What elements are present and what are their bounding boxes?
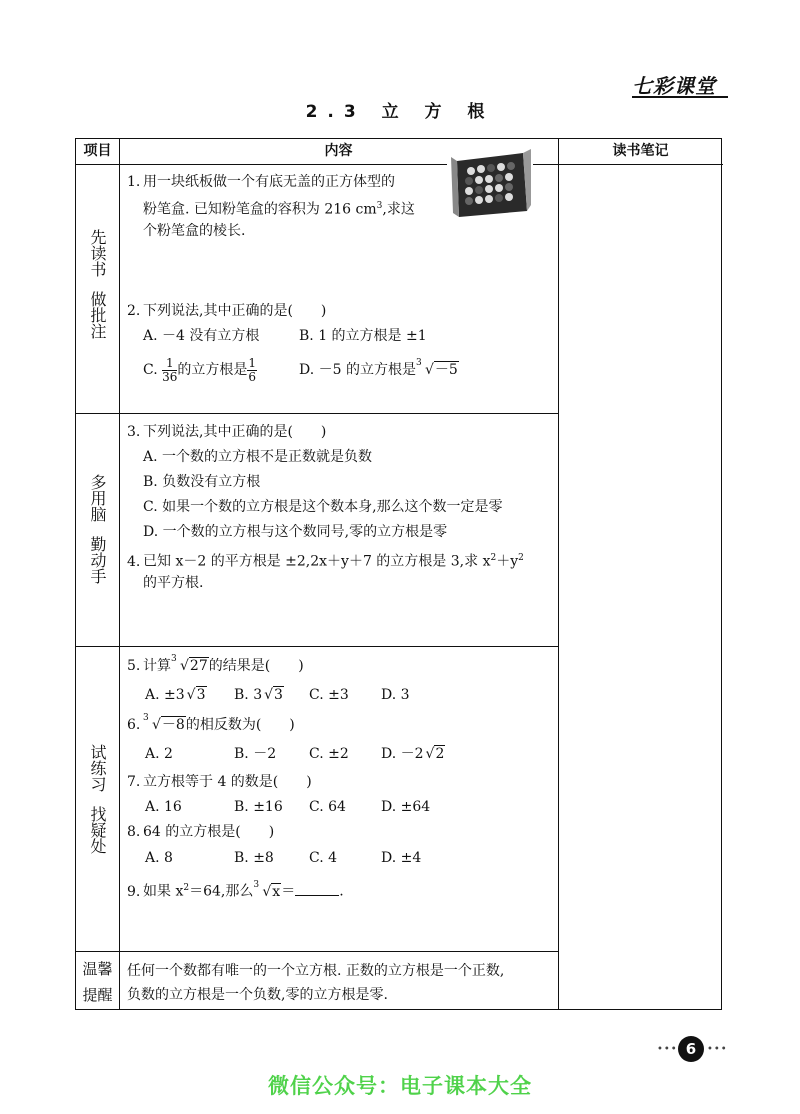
question-8-option-d: D. ±4 <box>381 850 422 866</box>
question-1-line3: 个粉笔盒的棱长. <box>143 223 246 239</box>
col-divider-1 <box>119 139 120 1009</box>
question-3-option-d: D. 一个数的立方根与这个数同号,零的立方根是零 <box>143 524 448 540</box>
question-1-line2: 粉笔盒. 已知粉笔盒的容积为 216 $cm^3$,求这 <box>143 201 415 218</box>
question-6-option-c: C. ±2 <box>309 746 349 762</box>
answer-blank[interactable] <box>295 884 339 896</box>
row-divider-2 <box>76 646 558 647</box>
dots-right-icon: ••• <box>707 1044 728 1055</box>
question-3-option-b: B. 负数没有立方根 <box>143 474 261 490</box>
brand-logo <box>632 70 728 100</box>
question-8-option-c: C. 4 <box>309 850 338 866</box>
question-6: 6. 3 √－8的相反数为( ) <box>127 713 295 733</box>
question-2-option-c: C. $\frac{1}{36}$ 的立方根是 $\frac{1}{6}$ <box>143 355 257 384</box>
section-label-4: 温馨 提醒 <box>82 960 113 1004</box>
question-2-option-a: A. －4 没有立方根 <box>143 328 260 344</box>
reminder-text: 任何一个数都有唯一的一个立方根. 正数的立方根是一个正数, 负数的立方根是一个负数,零的立方根是零. <box>127 963 505 1003</box>
question-3: 3. 下列说法,其中正确的是( ) <box>127 424 327 440</box>
question-7-option-d: D. ±64 <box>381 799 431 815</box>
question-6-option-a: A. 2 <box>145 746 173 762</box>
question-8-option-a: A. 8 <box>145 850 173 866</box>
row-divider-1 <box>76 413 558 414</box>
question-5-option-d: D. 3 <box>381 687 410 703</box>
header-item: 项目 <box>83 143 112 159</box>
page-number: ••• 6 ••• <box>657 1036 727 1066</box>
chalk-box-photo-icon <box>447 147 533 221</box>
question-2-option-d: D. －5 的立方根是 3 √－5 <box>299 358 458 378</box>
question-7-option-b: B. ±16 <box>234 799 283 815</box>
question-7-option-a: A. 16 <box>145 799 182 815</box>
question-7: 7. 立方根等于 4 的数是( ) <box>127 774 312 790</box>
question-8: 8. 64 的立方根是( ) <box>127 824 275 840</box>
question-5-option-a: A. ±3 √3 <box>145 687 206 703</box>
question-2-option-b: B. 1 的立方根是 ±1 <box>299 328 427 344</box>
header-content: 内容 <box>324 143 353 159</box>
question-5-option-c: C. ±3 <box>309 687 349 703</box>
brand-text: 七彩课堂 <box>632 74 716 98</box>
question-4-line2: 的平方根. <box>143 575 204 591</box>
question-6-option-d: D. －2 √2 <box>381 746 445 762</box>
study-table <box>75 138 722 1010</box>
question-6-option-b: B. －2 <box>234 746 277 762</box>
question-8-option-b: B. ±8 <box>234 850 274 866</box>
section-label-3: 试练习 找疑处 <box>88 744 107 854</box>
question-3-option-c: C. 如果一个数的立方根是这个数本身,那么这个数一定是零 <box>143 499 503 515</box>
col-divider-2 <box>558 139 559 1009</box>
question-5: 5. 计算 3 √27的结果是( ) <box>127 654 304 674</box>
section-label-2: 多用脑 勤动手 <box>88 474 107 584</box>
header-notes: 读书笔记 <box>612 143 669 159</box>
dots-left-icon: ••• <box>657 1044 678 1055</box>
question-4: 4. 已知 x－2 的平方根是 ±2,2x＋y＋7 的立方根是 3,求 $x^2+y^2$ <box>127 553 524 570</box>
question-9: 9. 如果 $x^2=64$,那么 3 √x＝ . <box>127 879 344 900</box>
question-1: 1. 用一块纸板做一个有底无盖的正方体型的 <box>127 174 395 190</box>
header-divider <box>76 164 723 165</box>
watermark: 微信公众号：电子课本大全 <box>268 1074 532 1098</box>
page-title: 2.3 立 方 根 <box>305 102 495 122</box>
question-2: 2. 下列说法,其中正确的是( ) <box>127 303 327 319</box>
question-7-option-c: C. 64 <box>309 799 346 815</box>
question-3-option-a: A. 一个数的立方根不是正数就是负数 <box>143 449 373 465</box>
section-label-1: 先读书 做批注 <box>88 229 107 339</box>
row-divider-3 <box>76 951 558 952</box>
question-5-option-b: B. 3 √3 <box>234 687 283 703</box>
